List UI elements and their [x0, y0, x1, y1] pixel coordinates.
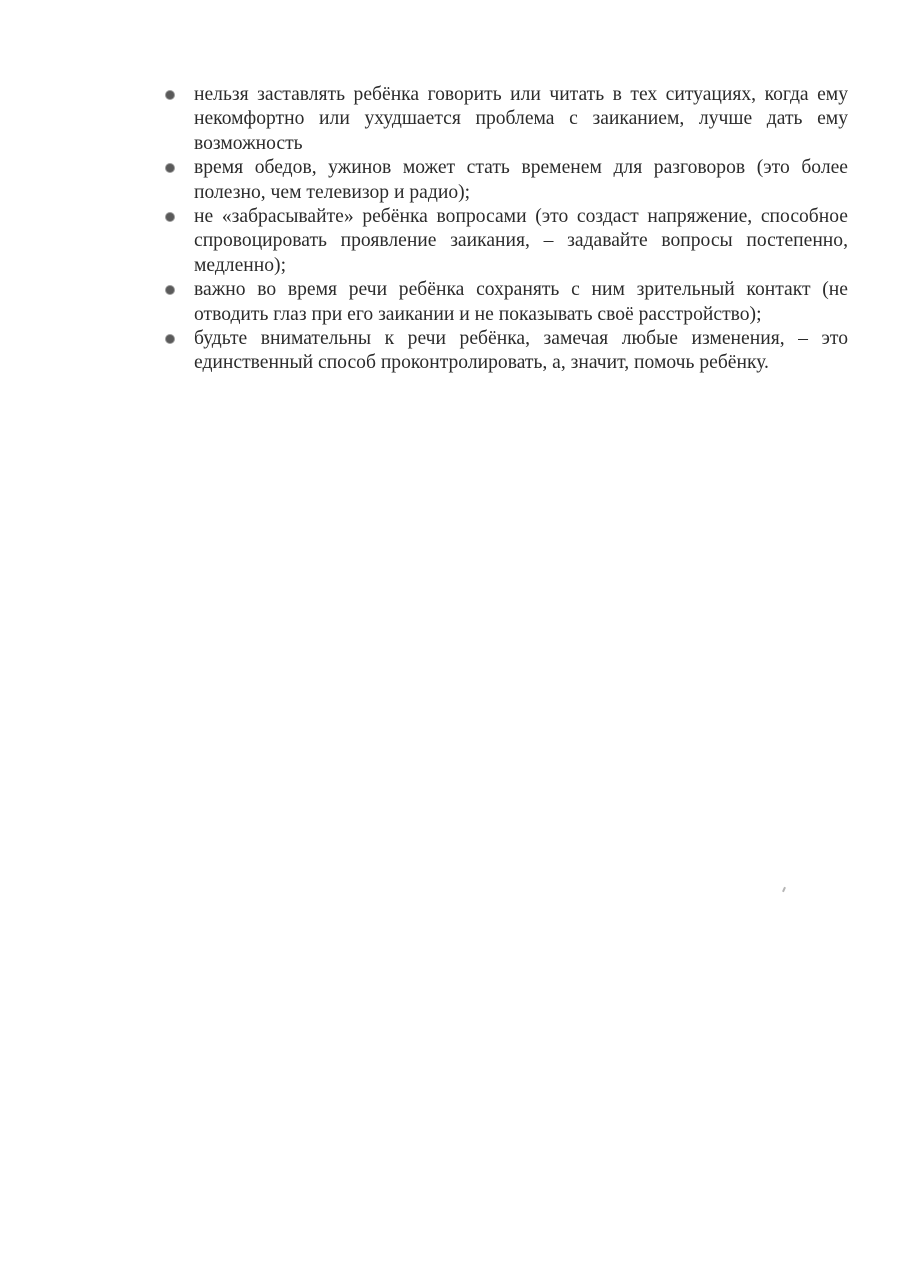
bullet-icon — [166, 164, 174, 172]
bullet-icon — [166, 335, 174, 343]
recommendations-list — [162, 83, 848, 376]
list-item-text: будьте внимательны к речи ребёнка, замечая любые изменения, – это единственный способ проконтролировать, а, значит, помочь ребёнку. — [194, 328, 848, 374]
list-item — [162, 327, 848, 376]
list-item — [162, 205, 848, 278]
list-item — [162, 83, 848, 156]
list-item — [162, 278, 848, 327]
scan-speck — [782, 887, 786, 892]
list-item-text: важно во время речи ребёнка сохранять с ним зрительный контакт (не отводить глаз при его заикании и не показывать своё расстройство); — [194, 279, 848, 325]
list-item-text: не «забрасывайте» ребёнка вопросами (это создаст напряжение, способное спровоцировать проявление заикания, – задавайте вопросы постепенно, медленно); — [194, 206, 848, 276]
list-item-text: нельзя заставлять ребёнка говорить или читать в тех ситуациях, когда ему некомфортно или ухудшается проблема с заиканием, лучше дать ему возможность — [194, 84, 848, 154]
bullet-icon — [166, 213, 174, 221]
bullet-icon — [166, 91, 174, 99]
list-item — [162, 156, 848, 205]
bullet-icon — [166, 286, 174, 294]
list-item-text: время обедов, ужинов может стать временем для разговоров (это более полезно, чем телевизор и радио); — [194, 157, 848, 203]
